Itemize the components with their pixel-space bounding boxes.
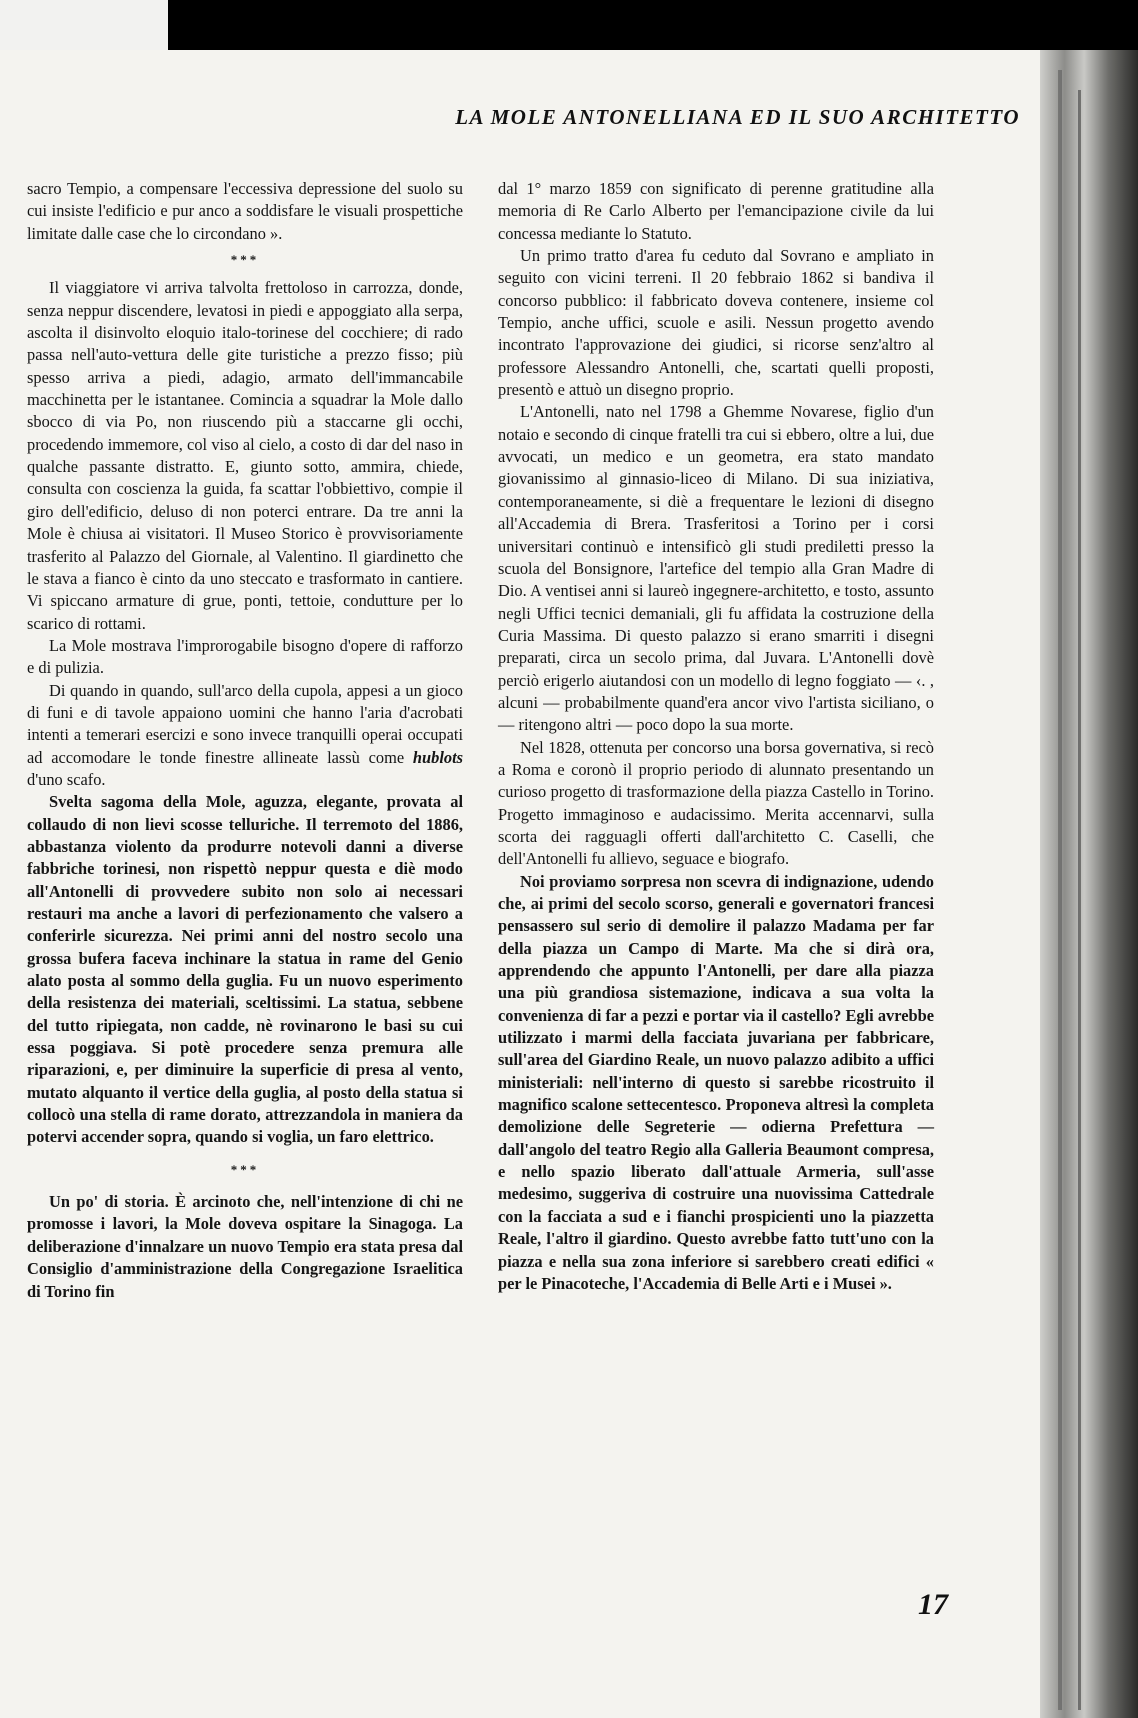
section-divider: *** [230, 252, 260, 268]
page-number: 17 [918, 1588, 948, 1621]
paragraph-text: d'uno scafo. [27, 769, 106, 789]
paragraph: Svelta sagoma della Mole, aguzza, elegante, provata al collaudo di non lievi scosse telluriche. Il terremoto del 1886, abbastanza violento da produrre notevoli danni a diverse fabbriche torinesi, non rispettò neppur questa e diè modo all'Antonelli di provvedere subito non solo ai necessari restauri ma anche a lavori di perfezionamento che valsero a conferirle sicurezza. Nei primi anni del nostro secolo una grossa bufera faceva inchinare la statua in rame del Genio alato posta al sommo della guglia. Fu un nuovo esperimento della resistenza dei materiali, sceltissimi. La statua, sebbene del tutto ripiegata, non cadde, nè rovinarono le basi su cui essa poggiava. Si potè procedere senza premura alle riparazioni, e, per diminuire la superficie di presa al vento, mutato alquanto il vertice della guglia, al posto della statua si collocò una stella di rame dorato, attrezzandola in maniera da potervi accender sopra, quando si voglia, un faro elettrico. [27, 792, 463, 1147]
left-column [27, 178, 463, 1303]
book-binding-edge [1040, 50, 1138, 1718]
paragraph: sacro Tempio, a compensare l'eccessiva depressione del suolo su cui insiste l'edificio e pur anco a soddisfare le visuali prospettiche limitate dalle case che lo circondano ». [27, 179, 463, 243]
paragraph [27, 680, 463, 792]
page-edge-line [1078, 90, 1081, 1710]
scan-corner [0, 0, 168, 50]
running-header: LA MOLE ANTONELLIANA ED IL SUO ARCHITETTO [455, 105, 1020, 129]
paragraph: Il viaggiatore vi arriva talvolta frettoloso in carrozza, donde, senza neppur discendere, levatosi in piedi e appoggiato alla serpa, ascolta il disinvolto eloquio italo-torinese del cocchiere; di rado passa nell'auto-vettura delle gite turistiche a prezzo fisso; più spesso arriva a piedi, adagio, armato dell'immancabile macchinetta per le istantanee. Comincia a squadrar la Mole dallo sbocco di via Po, non riuscendo più a staccarne gli occhi, procedendo immemore, col viso al cielo, a costo di dar del naso in qualche passante distratto. E, giunto sotto, ammira, chiede, consulta con coscienza la guida, fa scattar l'obbiettivo, compie il giro dell'edificio, deluso di non poterci entrare. Da tre anni la Mole è chiusa ai visitatori. Il Museo Storico è provvisoriamente trasferito al Palazzo del Giornale, al Valentino. Il giardinetto che le stava a fianco è cinto da uno steccato e trasformato in cantiere. Vi spiccano armature di grue, ponti, tettoie, condutture per lo scarico di rottami. [27, 278, 463, 633]
italic-word: hublots [412, 747, 463, 767]
paragraph: Un po' di storia. È arcinoto che, nell'intenzione di chi ne promosse i lavori, la Mole doveva ospitare la Sinagoga. La deliberazione d'innalzare un nuovo Tempio era stata presa dal Consiglio d'amministrazione della Congregazione Israelitica di Torino fin [27, 1192, 463, 1301]
paragraph: La Mole mostrava l'improrogabile bisogno d'opere di rafforzo e di pulizia. [27, 635, 463, 678]
paragraph: Nel 1828, ottenuta per concorso una borsa governativa, si recò a Roma e coronò il proprio periodo di alunnato presentando un curioso progetto di trasformazione della piazza Castello in Torino. Progetto immaginoso e audacissimo. Merita accennarvi, sulla scorta dei ragguagli offerti dall'architetto C. Caselli, che dell'Antonelli fu allievo, seguace e biografo. [498, 737, 934, 869]
paragraph: Un primo tratto d'area fu ceduto dal Sovrano e ampliato in seguito con vicini terreni. Il 20 febbraio 1862 si bandiva il concorso pubblico: il fabbricato doveva contenere, insieme col Tempio, anche uffici, scuole e asili. Nessun progetto avendo incontrato l'approvazione dei giudici, si ricorse senz'altro al professore Alessandro Antonelli, che, scartati quelli proposti, presentò e attuò un disegno proprio. [498, 246, 934, 400]
section-divider: *** [230, 1161, 260, 1177]
right-column [498, 178, 934, 1295]
paragraph: dal 1° marzo 1859 con significato di perenne gratitudine alla memoria di Re Carlo Alberto per l'emancipazione civile da lui concessa mediante lo Statuto. [498, 179, 934, 243]
page-edge-line [1058, 70, 1062, 1710]
paragraph: Noi proviamo sorpresa non scevra di indignazione, udendo che, ai primi del secolo scorso, generali e governatori francesi pensassero sul serio di demolire il palazzo Madama per far della piazza un Campo di Marte. Ma che si dirà ora, apprendendo che appunto l'Antonelli, per dare alla piazza una più grandiosa sistemazione, indicava a sua volta la convenienza di far a pezzi e portar via il castello? Egli avrebbe utilizzato i marmi della facciata juvariana per fabbricare, sull'area del Giardino Reale, un nuovo palazzo adibito a uffici ministeriali: nell'interno di questo si sarebbe ricostruito il magnifico scalone settecentesco. Proponeva altresì la completa demolizione delle Segreterie — odierna Prefettura — dall'angolo del teatro Regio alla Galleria Beaumont compresa, e nello spazio liberato dall'attuale Armeria, sull'asse medesimo, suggeriva di costruire una nuovissima Cattedrale con la facciata a sud e i fianchi prospicienti uno la piazzetta Reale, l'altro il giardino. Questo avrebbe fatto tutt'uno con la piazza e nella sua zona inferiore si sarebbero creati edifici « per le Pinacoteche, l'Accademia di Belle Arti e i Musei ». [498, 871, 934, 1293]
paragraph: L'Antonelli, nato nel 1798 a Ghemme Novarese, figlio d'un notaio e secondo di cinque fratelli tra cui si ebbero, oltre a lui, due avvocati, un medico e un geometra, era stato mandato giovanissimo al ginnasio-liceo di Milano. Di sua iniziativa, contemporaneamente, si diè a frequentare le lezioni di disegno all'Accademia di Brera. Trasferitosi a Torino per i corsi universitari continuò e intensificò gli studi prediletti presso la scuola del Bonsignore, l'artefice del tempio alla Gran Madre di Dio. A ventisei anni si laureò ingegnere-architetto, e tosto, assunto negli Uffici tecnici demaniali, gli fu affidata la costruzione della Curia Massima. Di questo palazzo si erano smarriti i disegni preparati, circa un secolo prima, dal Juvara. L'Antonelli dovè perciò erigerlo aiutandosi con un modello di legno foggiato — ‹. , alcuni — probabilmente quand'era ancor vivo l'artista siciliano, o — ritengono altri — poco dopo la sua morte. [498, 402, 934, 735]
paragraph-text: Di quando in quando, sull'arco della cupola, appesi a un gioco di funi e di tavole appaiono uomini che hanno l'aria d'acrobati intenti a temerari esercizi e sono invece tranquilli operai occupati ad accomodare le tonde finestre allineate lassù come [27, 680, 463, 767]
